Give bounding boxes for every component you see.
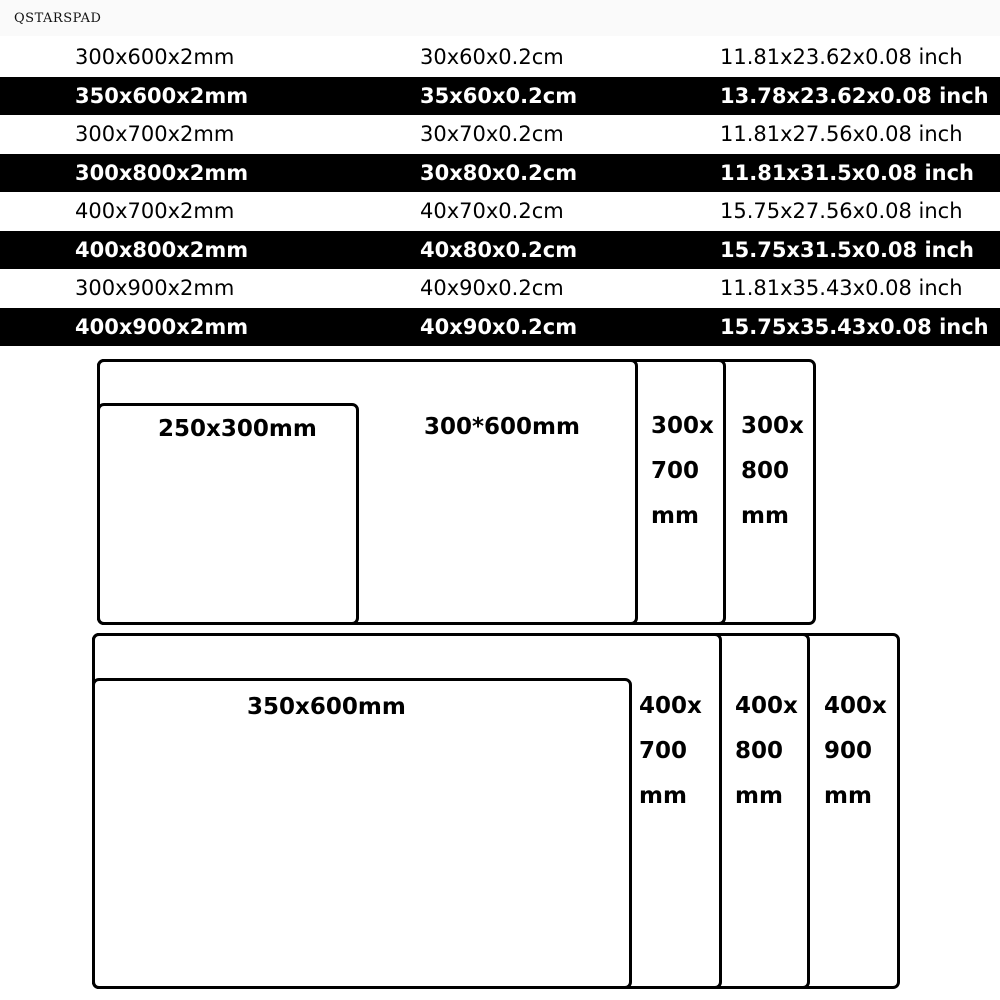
cell-mm: 300x900x2mm bbox=[75, 276, 235, 300]
cell-cm: 40x70x0.2cm bbox=[420, 199, 564, 223]
cell-cm: 35x60x0.2cm bbox=[420, 83, 578, 108]
cell-mm: 400x700x2mm bbox=[75, 199, 235, 223]
cell-cm: 30x60x0.2cm bbox=[420, 45, 564, 69]
cell-inch: 15.75x27.56x0.08 inch bbox=[720, 199, 963, 223]
table-row bbox=[0, 115, 1000, 154]
cell-cm: 30x70x0.2cm bbox=[420, 122, 564, 146]
cell-inch: 11.81x27.56x0.08 inch bbox=[720, 122, 963, 146]
cell-inch: 15.75x35.43x0.08 inch bbox=[720, 314, 989, 339]
cell-inch: 15.75x31.5x0.08 inch bbox=[720, 237, 974, 262]
cell-mm: 400x900x2mm bbox=[75, 314, 249, 339]
cell-cm: 40x90x0.2cm bbox=[420, 276, 564, 300]
table-row bbox=[0, 308, 1000, 347]
cell-mm: 300x600x2mm bbox=[75, 45, 235, 69]
label-400x700: 400x 700 mm bbox=[639, 693, 702, 809]
table-row bbox=[0, 77, 1000, 116]
cell-inch: 13.78x23.62x0.08 inch bbox=[720, 83, 989, 108]
cell-inch: 11.81x23.62x0.08 inch bbox=[720, 45, 963, 69]
table-row bbox=[0, 38, 1000, 77]
label-350x600: 350x600mm bbox=[247, 694, 406, 720]
label-250x300: 250x300mm bbox=[158, 416, 317, 442]
pad-outline-350x600 bbox=[92, 678, 632, 989]
label-300x700: 300x 700 mm bbox=[651, 413, 714, 529]
cell-mm: 350x600x2mm bbox=[75, 83, 249, 108]
size-table bbox=[0, 38, 1000, 346]
cell-inch: 11.81x31.5x0.08 inch bbox=[720, 160, 974, 185]
cell-mm: 300x700x2mm bbox=[75, 122, 235, 146]
cell-inch: 11.81x35.43x0.08 inch bbox=[720, 276, 963, 300]
cell-cm: 40x80x0.2cm bbox=[420, 237, 578, 262]
table-row bbox=[0, 231, 1000, 270]
cell-mm: 300x800x2mm bbox=[75, 160, 249, 185]
table-row bbox=[0, 269, 1000, 308]
table-row bbox=[0, 192, 1000, 231]
top-band bbox=[0, 0, 1000, 36]
cell-mm: 400x800x2mm bbox=[75, 237, 249, 262]
cell-cm: 40x90x0.2cm bbox=[420, 314, 578, 339]
table-row bbox=[0, 154, 1000, 193]
label-400x800: 400x 800 mm bbox=[735, 693, 798, 809]
brand-logo: QSTARSPAD bbox=[14, 11, 102, 26]
label-300x800: 300x 800 mm bbox=[741, 413, 804, 529]
label-400x900: 400x 900 mm bbox=[824, 693, 887, 809]
label-300x600: 300*600mm bbox=[424, 414, 580, 440]
cell-cm: 30x80x0.2cm bbox=[420, 160, 578, 185]
